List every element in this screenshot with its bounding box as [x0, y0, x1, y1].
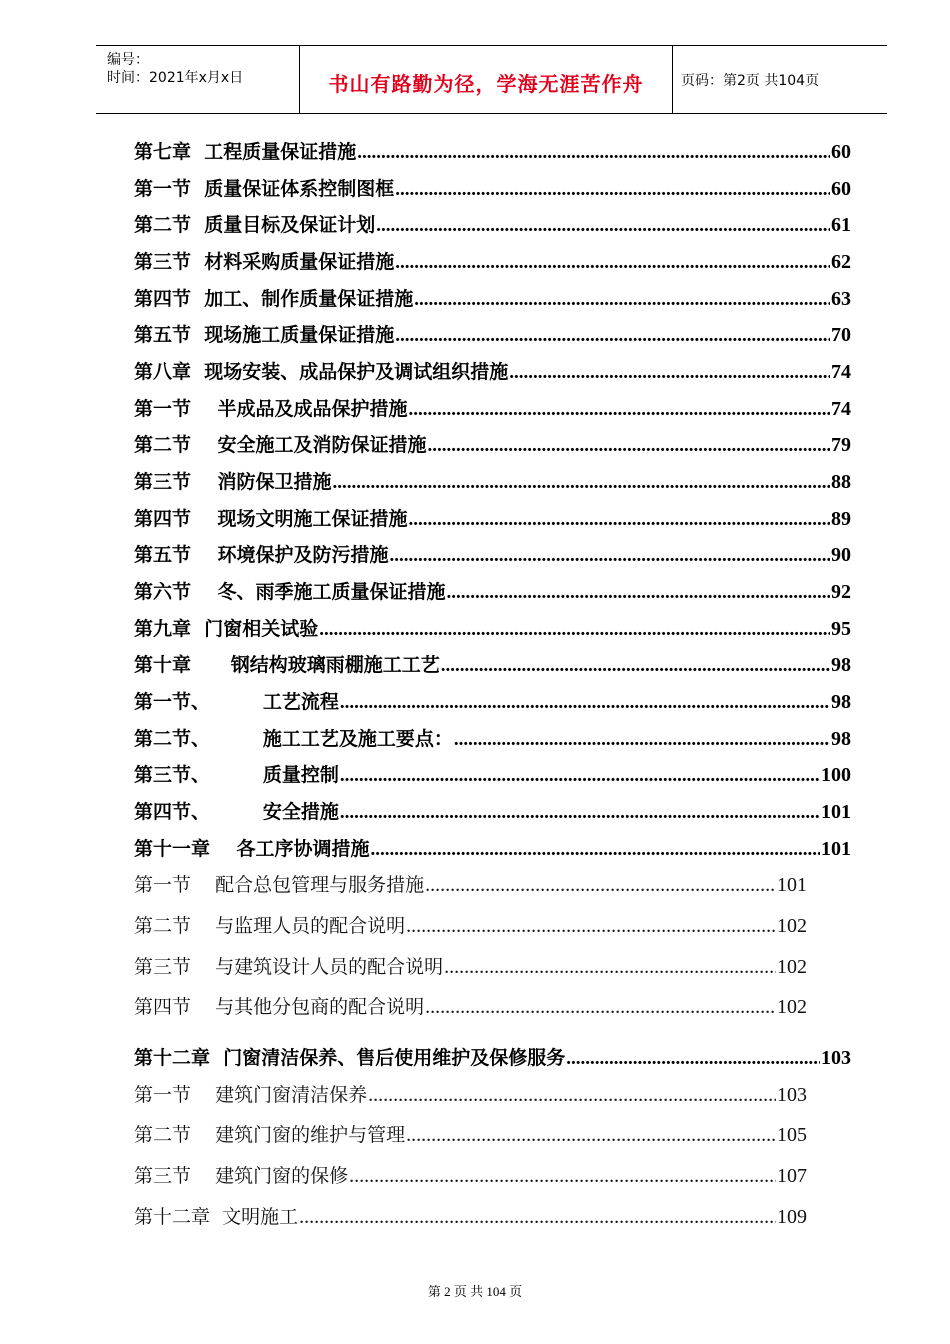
toc-entry-title: 第二节 质量目标及保证计划: [134, 214, 376, 236]
toc-entry[interactable]: [134, 467, 851, 494]
toc-entry-title: 第四节 与其他分包商的配合说明: [134, 996, 425, 1018]
toc-entry[interactable]: [134, 504, 851, 531]
toc-entry[interactable]: [134, 614, 851, 641]
toc-entry-page: 105: [777, 1124, 807, 1146]
toc-entry[interactable]: [134, 1080, 807, 1107]
toc-entry-page: 101: [821, 801, 851, 823]
toc-leader: [376, 215, 830, 237]
toc-entry-page: 102: [777, 956, 807, 978]
toc-entry-page: 60: [831, 141, 851, 163]
toc-entry[interactable]: [134, 911, 807, 938]
toc-entry[interactable]: [134, 137, 851, 164]
toc-leader: [349, 1165, 776, 1188]
document-time-label: 时间：2021年x月x日: [107, 70, 244, 86]
toc-entry[interactable]: [134, 650, 851, 677]
toc-entry[interactable]: [134, 952, 807, 979]
toc-entry-title: 第十一章 各工序协调措施: [134, 838, 370, 860]
toc-leader: [425, 996, 776, 1019]
toc-entry-page: 102: [777, 996, 807, 1018]
toc-entry-title: 第六节 冬、雨季施工质量保证措施: [134, 581, 446, 603]
toc-entry-title: 第四节、 安全措施: [134, 801, 339, 823]
toc-entry-page: 103: [777, 1084, 807, 1106]
toc-leader: [414, 289, 830, 311]
toc-entry-title: 第三节、 质量控制: [134, 764, 339, 786]
toc-entry[interactable]: [134, 247, 851, 274]
toc-leader: [566, 1048, 820, 1070]
toc-leader: [408, 399, 830, 421]
toc-entry-page: 79: [831, 434, 851, 456]
toc-leader: [406, 915, 776, 938]
header-left-cell: [96, 46, 299, 113]
toc-entry-title: 第五节 现场施工质量保证措施: [134, 324, 395, 346]
toc-entry-page: 95: [831, 618, 851, 640]
toc-entry-page: 88: [831, 471, 851, 493]
toc-entry[interactable]: [134, 540, 851, 567]
toc-entry-title: 第七章 工程质量保证措施: [134, 141, 357, 163]
toc-entry-title: 第二节、 施工工艺及施工要点：: [134, 728, 453, 750]
toc-leader: [332, 472, 830, 494]
toc-entry-title: 第三节 建筑门窗的保修: [134, 1165, 349, 1187]
header-page-label: 页码：第2页 共104页: [681, 73, 820, 89]
toc-entry-title: 第四节 加工、制作质量保证措施: [134, 288, 414, 310]
toc-entry-page: 101: [777, 874, 807, 896]
toc-leader: [340, 692, 830, 714]
page-footer: 第 2 页 共 104 页: [427, 1284, 523, 1299]
toc-entry-title: 第十二章 文明施工: [134, 1206, 299, 1228]
toc-entry-page: 70: [831, 324, 851, 346]
toc-entry[interactable]: [134, 797, 851, 824]
toc-entry-title: 第二节 建筑门窗的维护与管理: [134, 1124, 406, 1146]
toc-entry[interactable]: [134, 320, 851, 347]
toc-entry[interactable]: [134, 687, 851, 714]
toc-leader: [427, 435, 830, 457]
toc-entry[interactable]: [134, 1120, 807, 1147]
toc-entry-title: 第二节 安全施工及消防保证措施: [134, 434, 427, 456]
toc-entry[interactable]: [134, 357, 851, 384]
toc-entry-page: 89: [831, 508, 851, 530]
toc-entry-title: 第一节 建筑门窗清洁保养: [134, 1084, 368, 1106]
toc-leader: [340, 765, 820, 787]
toc-entry-page: 103: [821, 1047, 851, 1069]
toc-entry-page: 98: [831, 654, 851, 676]
toc-entry-page: 102: [777, 915, 807, 937]
toc-leader: [425, 874, 776, 897]
toc-entry[interactable]: [134, 430, 851, 457]
header-right-cell: [672, 46, 887, 113]
toc-leader: [444, 956, 776, 979]
toc-entry-page: 74: [831, 398, 851, 420]
toc-entry-title: 第三节 消防保卫措施: [134, 471, 332, 493]
toc-entry-page: 100: [821, 764, 851, 786]
toc-entry[interactable]: [134, 284, 851, 311]
page-header: [96, 45, 887, 114]
toc-entry-title: 第一节 质量保证体系控制图框: [134, 178, 395, 200]
toc-entry[interactable]: [134, 1202, 807, 1229]
toc-leader: [340, 802, 820, 824]
toc-entry-title: 第一节、 工艺流程: [134, 691, 339, 713]
toc-entry[interactable]: [134, 394, 851, 421]
toc-entry[interactable]: [134, 724, 851, 751]
toc-entry-page: 98: [831, 728, 851, 750]
toc-entry-page: 109: [777, 1206, 807, 1228]
toc-entry-page: 74: [831, 361, 851, 383]
toc-entry-page: 61: [831, 214, 851, 236]
toc-leader: [395, 252, 830, 274]
toc-entry[interactable]: [134, 870, 807, 897]
toc-leader: [368, 1084, 776, 1107]
toc-entry-page: 62: [831, 251, 851, 273]
toc-leader: [395, 325, 830, 347]
toc-entry[interactable]: [134, 1043, 851, 1070]
toc-entry[interactable]: [134, 834, 851, 861]
toc-leader: [389, 545, 830, 567]
toc-entry-page: 60: [831, 178, 851, 200]
toc-leader: [357, 142, 830, 164]
toc-entry-page: 92: [831, 581, 851, 603]
toc-entry-page: 90: [831, 544, 851, 566]
toc-entry-title: 第一节 配合总包管理与服务措施: [134, 874, 425, 896]
toc-entry-title: 第九章 门窗相关试验: [134, 618, 319, 640]
toc-entry-title: 第八章 现场安装、成品保护及调试组织措施: [134, 361, 509, 383]
toc-entry[interactable]: [134, 992, 807, 1019]
toc-leader: [406, 1124, 776, 1147]
toc-entry[interactable]: [134, 174, 851, 201]
header-motto: 书山有路勤为径，学海无涯苦作舟: [328, 72, 644, 96]
toc-entry[interactable]: [134, 1161, 807, 1188]
toc-entry[interactable]: [134, 577, 851, 604]
toc-entry[interactable]: [134, 760, 851, 787]
toc-leader: [441, 655, 830, 677]
toc-entry-page: 98: [831, 691, 851, 713]
toc-entry-title: 第十二章 门窗清洁保养、售后使用维护及保修服务: [134, 1047, 566, 1069]
toc-leader: [370, 839, 820, 861]
toc-entry-page: 63: [831, 288, 851, 310]
toc-entry-title: 第四节 现场文明施工保证措施: [134, 508, 408, 530]
toc-entry-page: 101: [821, 838, 851, 860]
toc-leader: [319, 619, 830, 641]
document-number-label: 编号：: [107, 52, 149, 68]
toc-entry-title: 第三节 与建筑设计人员的配合说明: [134, 956, 444, 978]
toc-leader: [299, 1206, 776, 1229]
header-motto-cell: [299, 46, 673, 113]
toc-entry-title: 第五节 环境保护及防污措施: [134, 544, 389, 566]
toc-entry-title: 第三节 材料采购质量保证措施: [134, 251, 395, 273]
toc-leader: [395, 179, 830, 201]
toc-leader: [408, 509, 830, 531]
toc-entry-title: 第一节 半成品及成品保护措施: [134, 398, 408, 420]
toc-leader: [454, 729, 830, 751]
toc-entry-page: 107: [777, 1165, 807, 1187]
toc-entry-title: 第十章 钢结构玻璃雨棚施工工艺: [134, 654, 440, 676]
toc-entry-title: 第二节 与监理人员的配合说明: [134, 915, 406, 937]
toc-entry[interactable]: [134, 210, 851, 237]
toc-leader: [509, 362, 830, 384]
toc-leader: [446, 582, 830, 604]
